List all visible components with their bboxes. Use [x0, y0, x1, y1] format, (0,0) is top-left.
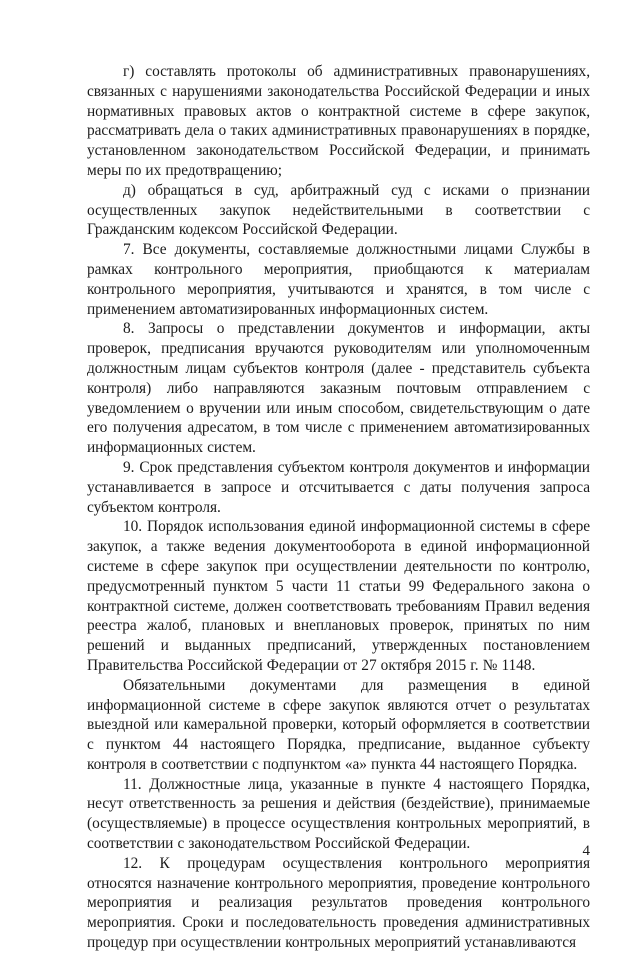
paragraph-subitem-g: г) составлять протоколы об административных правонарушениях, связанных с нарушениями законодательства Российской Федерации и иных нормативных правовых актов о контрактной системе в сфере закупок, рассматривать дела о таких административных правонарушениях в порядке, установленном законодательством Российской Федерации, и принимать меры по их предотвращению; — [87, 63, 590, 179]
paragraph-item-12: 12. К процедурам осуществления контрольного мероприятия относятся назначение контрольного мероприятия, проведение контрольного мероприятия и реализация результатов проведения контрольного мероприятия. Сроки и последовательность проведения административных процедур при осуществлении контрольных мероприятий устанавливаются — [87, 854, 590, 952]
paragraph-item-10: 10. Порядок использования единой информационной системы в сфере закупок, а также ведения документооборота в единой информационной системе в сфере закупок при осуществлении деятельности по контролю, предусмотренный пунктом 5 части 11 статьи 99 Федерального закона о контрактной системе, должен соответствовать требованиям Правил ведения реестра жалоб, плановых и внеплановых проверок, принятых по ним решений и выданных предписаний, утвержденных постановлением Правительства Российской Федерации от 27 октября 2015 г. № 1148. — [87, 518, 590, 674]
page-number: 4 — [582, 843, 590, 859]
paragraph-item-8: 8. Запросы о представлении документов и информации, акты проверок, предписания вручаются руководителям или уполномоченным должностным лицам субъектов контроля (далее - представитель субъекта контроля) либо направляются заказным почтовым отправлением с уведомлением о вручении или иным способом, свидетельствующим о дате его получения адресатом, в том числе с применением автоматизированных информационных систем. — [87, 320, 590, 457]
paragraph-item-10-documents: Обязательными документами для размещения в единой информационной системе в сфере закупок являются отчет о результатах выездной или камеральной проверки, который оформляется в соответствии с пунктом 44 настоящего Порядка, предписание, выданное субъекту контроля в соответствии с подпунктом «а» пункта 44 настоящего Порядка. — [87, 676, 590, 773]
body-text — [87, 62, 590, 953]
paragraph-subitem-d: д) обращаться в суд, арбитражный суд с исками о признании осуществленных закупок недействительными в соответствии с Гражданским кодексом Российской Федерации. — [87, 181, 590, 239]
paragraph-item-11: 11. Должностные лица, указанные в пункте 4 настоящего Порядка, несут ответственность за решения и действия (бездействие), принимаемые (осуществляемые) в процессе осуществления контрольных мероприятий, в соответствии с законодательством Российской Федерации. — [87, 775, 590, 853]
paragraph-item-9: 9. Срок представления субъектом контроля документов и информации устанавливается в запросе и отсчитывается с даты получения запроса субъектом контроля. — [87, 458, 590, 516]
paragraph-item-7: 7. Все документы, составляемые должностными лицами Службы в рамках контрольного мероприятия, приобщаются к материалам контрольного мероприятия, учитываются и хранятся, в том числе с применением автоматизированных информационных систем. — [87, 241, 590, 318]
